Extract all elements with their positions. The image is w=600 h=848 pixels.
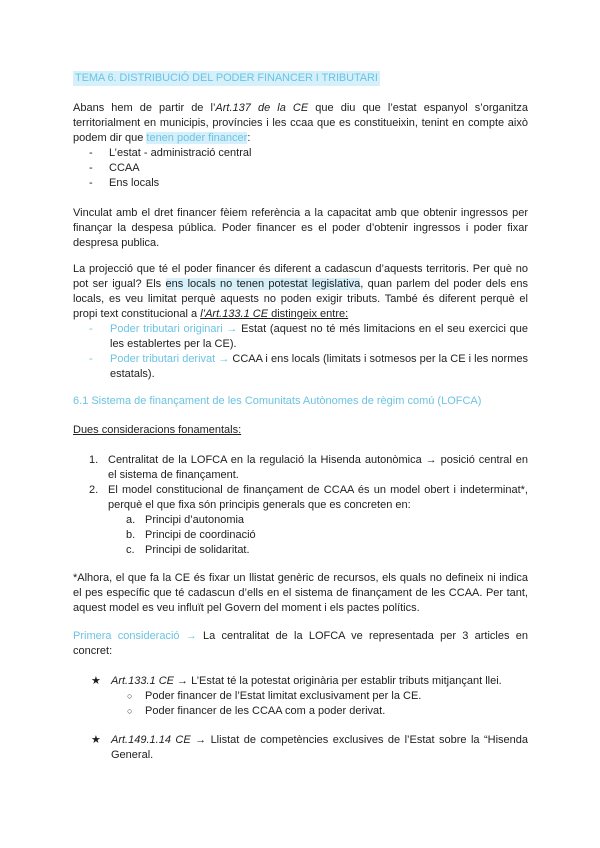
intro-text-2: que diu que l’estat espanyol s’organitza territorialment en municipis, províncies i les ccaa que es constitueixin, tenint en compte això podem dir que: [73, 102, 528, 144]
intro-text-1: Abans hem de partir de l’: [73, 102, 216, 114]
power-item: - Poder tributari derivat → CCAA i ens locals (limitats i sotmesos per la CE i les normes estatals).: [89, 353, 528, 380]
intro-text-3: :: [247, 132, 251, 144]
paragraph-projeccio: La projecció que té el poder financer és diferent a cadascun d’aquests territoris. Per què no pot ser igual? Els ens locals no tenen potestat legislativa, quan parlem del poder dels ens locals, es veu limitat perquè aquests no poden exigir tributs. També és diferent perquè el propi text constitucional a l’Art.133.1 CE distingeix entre:: [73, 263, 529, 320]
circle-bullet-icon: ○: [127, 706, 133, 716]
footnote-paragraph: *Alhora, el que fa la CE és fixar un llistat genèric de recursos, els quals no defineix ni indica el pes específic que té cadascun d’ells en el sistema de finançament de les CCAA. Per tant, aquest model es veu influït pel Govern del moment i els pactes polítics.: [73, 572, 528, 614]
document-page: TEMA 6. DISTRIBUCIÓ DEL PODER FINANCER I TRIBUTARI Abans hem de partir de l’Art.137 de la CE que diu que l’estat espanyol s’organitza territorialment en municipis, províncies i les ccaa que es constitueixin, tenint en compte això podem dir que tenen poder financer: - L’estat - administració central - CCAA - Ens locals Vinculat amb el dret financer fèiem referència a la capacitat amb que obtenir ingressos per finançar la despesa pública. Poder financer es el poder d’obtenir ingressos i poder fixar despresa publica. La projecció que té el poder financer és diferent a cadascun d’aquests territoris. Per què no pot ser igual? Els ens locals no tenen potestat legislativa, quan parlem del poder dels ens locals, es veu limitat perquè aquests no poden exigir tributs. També és diferent perquè el propi text constitucional a l’Art.133.1 CE distingeix entre: - Poder tributari originari → Estat (aquest no té més limitacions en el seu exercici que les establertes per la CE). - Poder tributari derivat → CCAA i ens locals (limitats i sotmesos per la CE i les normes estatals). 6.1 Sistema de finançament de les Comunitats Autònomes de règim comú (LOFCA) Dues consideracions fonamentals: 1. Centralitat de la LOFCA en la regulació la Hisenda autonòmica → posició central en el sistema de finançament. 2. El model constitucional de finançament de CCAA és un model obert i indeterminat*, perquè el que fixa són principis generals que es concreten en: a. Principi d’autonomia b. Principi de coordinació c. Principi de solidaritat. *Alhora, el que fa la CE és fixar un llistat genèric de recursos, els quals no defineix ni indica el pes específic que té cadascun d’ells en el sistema de finançament de les CCAA. Per tant, aquest model es veu influït pel Govern del moment i els pactes polítics. Primera consideració → La centralitat de la LOFCA ve representada per 3 articles en concret: ★ Art.133.1 CE → L’Estat té la potestat originària per establir tributs mitjançant llei. ○ Poder financer de l’Estat limitat exclusivament per la CE. ○ Poder financer de les CCAA com a poder derivat. ★ Art.149.1.14 CE → Llistat de competències exclusives de l’Estat sobre la “Hisenda General.: [73, 72, 529, 761]
projeccio-highlight: ens locals no tenen potestat legislativa: [165, 278, 361, 290]
intro-paragraph: [73, 101, 528, 146]
star-icon: ★: [91, 675, 101, 687]
star-icon: ★: [91, 734, 101, 746]
power-item: - Poder tributari originari → Estat (aquest no té més limitacions en el seu exercici que les establertes per la CE).: [89, 323, 528, 350]
projeccio-article-ref: l’Art.133.1 CE: [200, 308, 269, 320]
intro-article-ref: Art.137 de la CE: [215, 102, 309, 114]
primera-label: Primera consideració: [73, 630, 180, 642]
page-title: TEMA 6. DISTRIBUCIÓ DEL PODER FINANCER I TRIBUTARI: [75, 72, 378, 84]
paragraph-vinculat: Vinculat amb el dret financer fèiem referència a la capacitat amb que obtenir ingressos per finançar la despesa pública. Poder financer es el poder d’obtenir ingressos i poder fixar despresa publica.: [73, 207, 528, 249]
intro-highlight: tenen poder financer: [146, 132, 248, 144]
consideration-item: 2. El model constitucional de finançament de CCAA és un model obert i indeterminat*, perquè el que fixa són principis generals que es concreten en:: [89, 484, 528, 511]
circle-bullet-icon: ○: [127, 691, 133, 701]
primera-consideracio: Primera consideració → La centralitat de la LOFCA ve representada per 3 articles en concret:: [73, 630, 528, 657]
consideration-item: 1. Centralitat de la LOFCA en la regulació la Hisenda autonòmica → posició central en el sistema de finançament.: [89, 454, 528, 481]
article-item: ★ Art.133.1 CE → L’Estat té la potestat originària per establir tributs mitjançant llei.: [91, 675, 502, 687]
considerations-heading: Dues consideracions fonamentals:: [73, 424, 242, 436]
article-item: ★ Art.149.1.14 CE → Llistat de competències exclusives de l’Estat sobre la “Hisenda General.: [91, 734, 528, 761]
section-heading: 6.1 Sistema de finançament de les Comunitats Autònomes de règim comú (LOFCA): [73, 395, 482, 407]
